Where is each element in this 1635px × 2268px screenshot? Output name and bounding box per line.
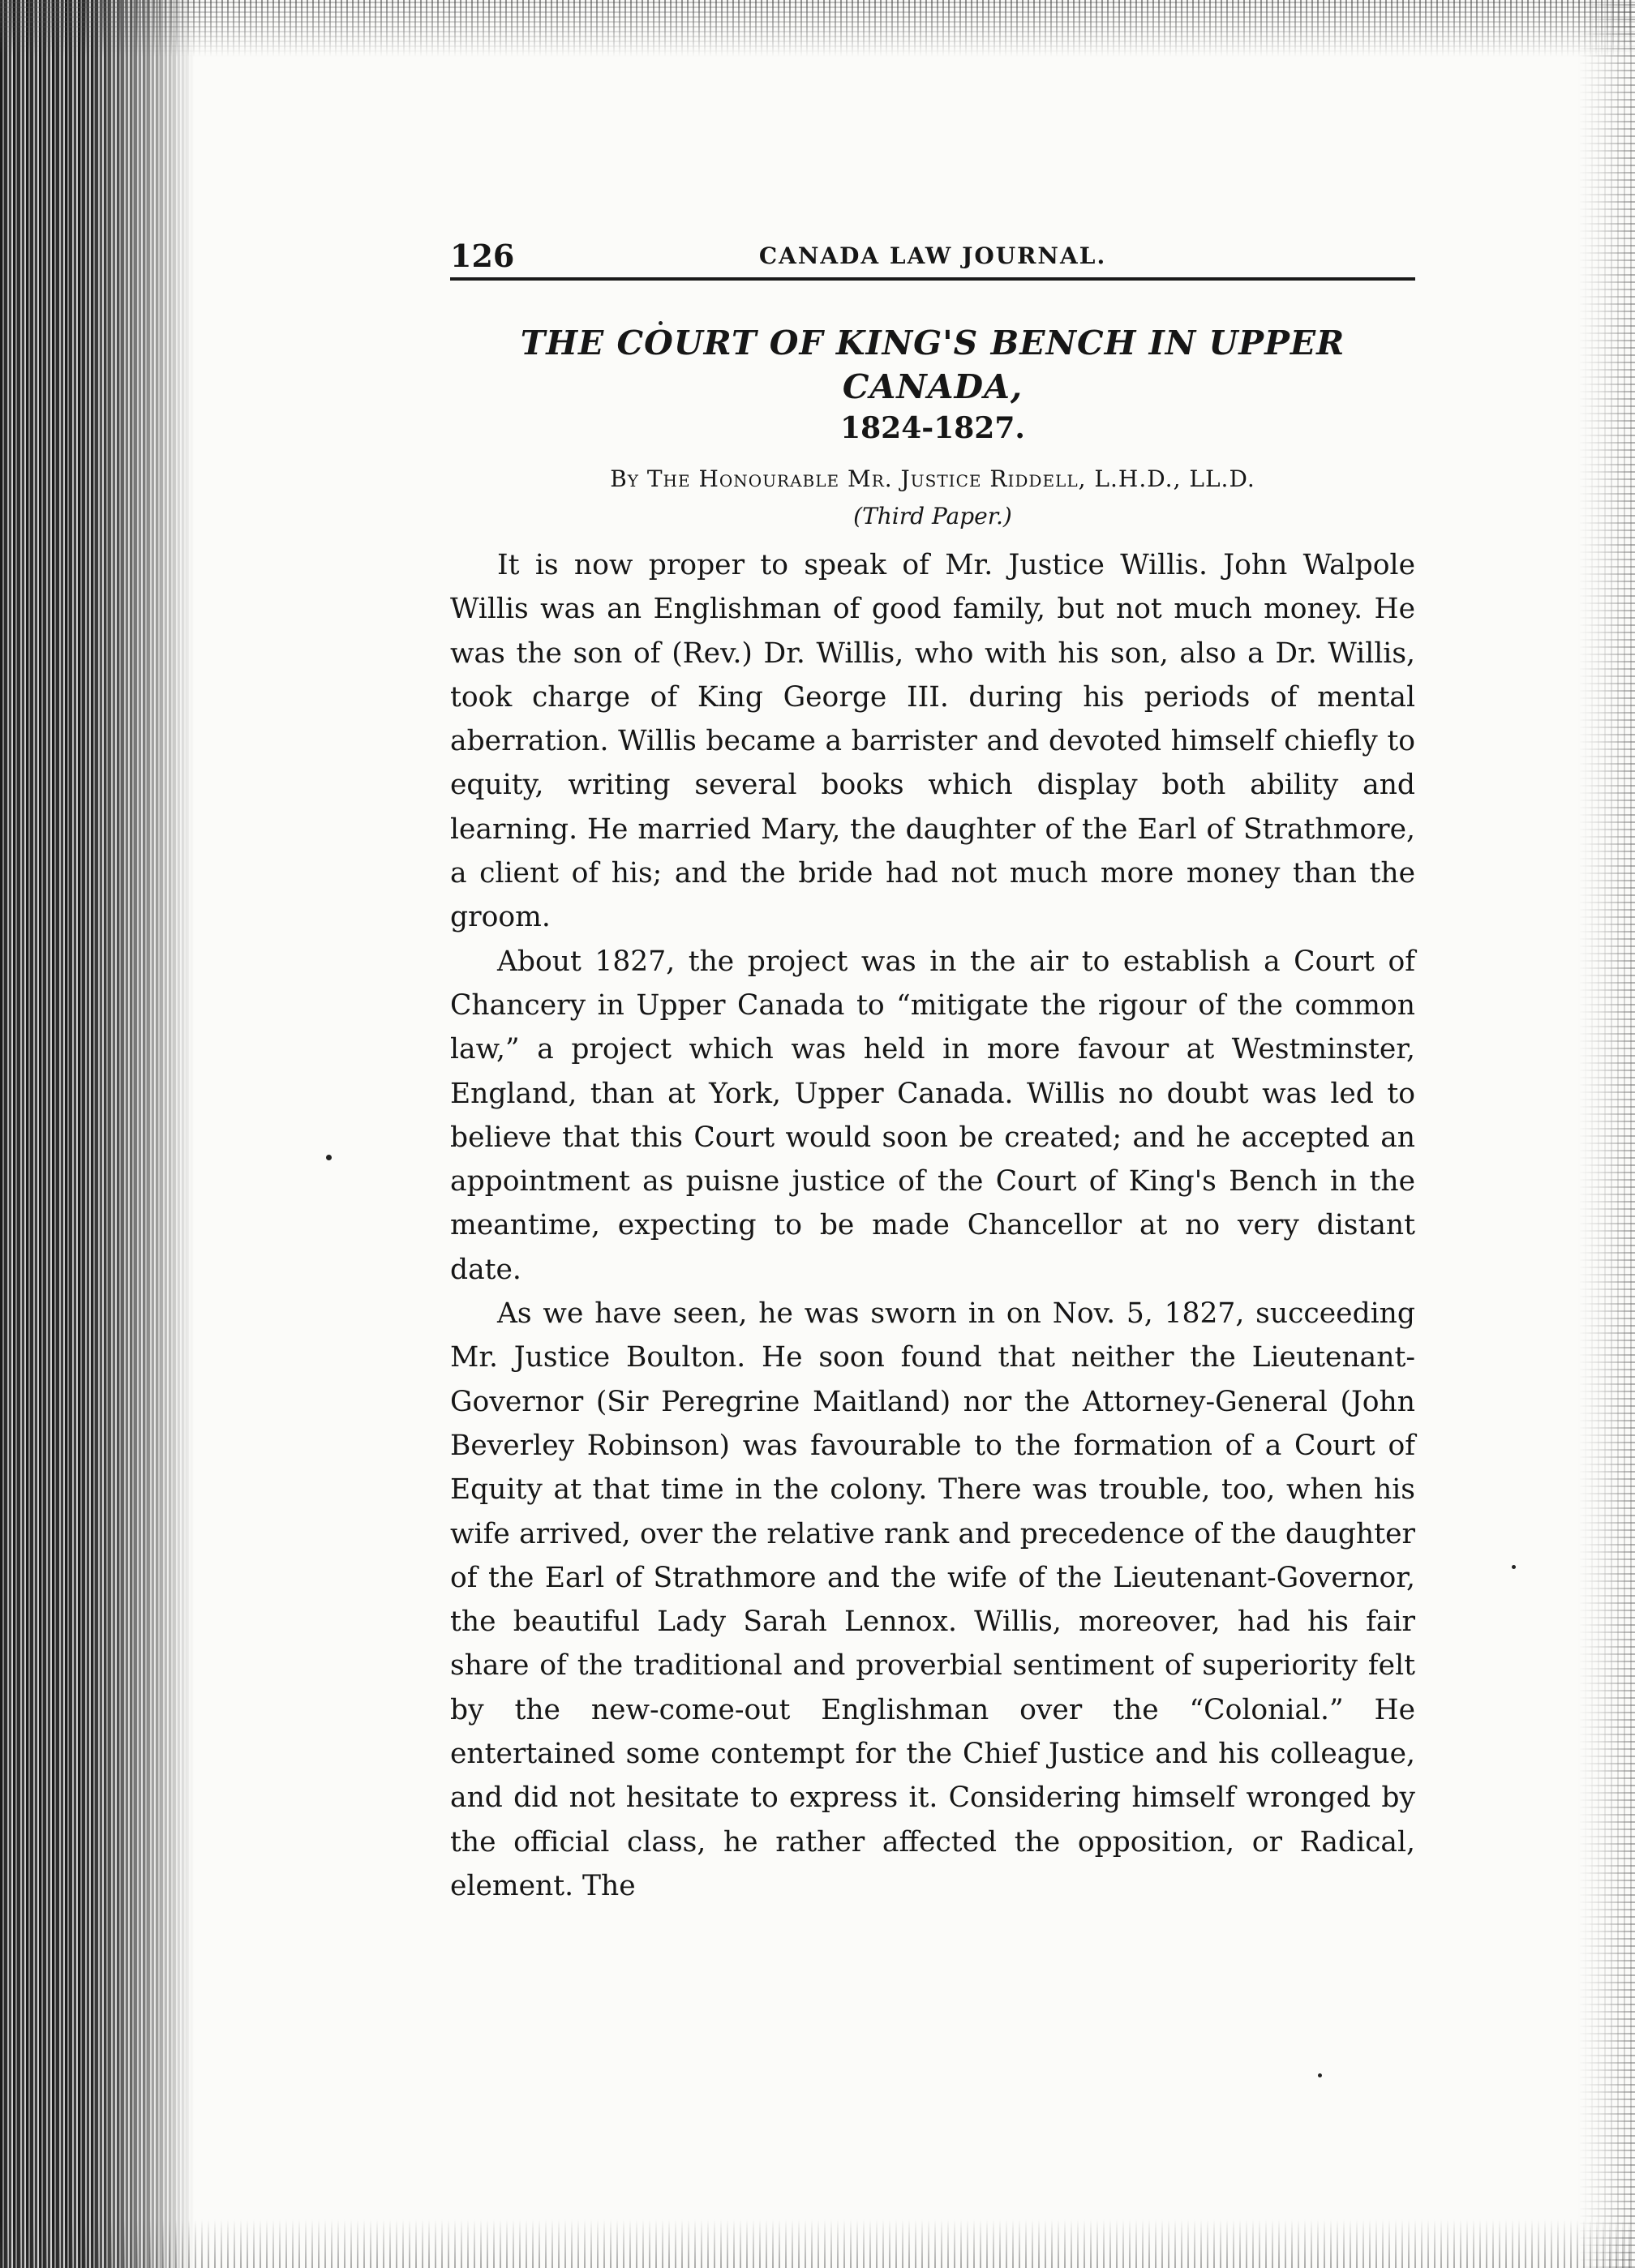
scan-edge-bottom [0,2219,1635,2268]
paper-note: (Third Paper.) [853,503,1012,529]
body-paragraph: About 1827, the project was in the air to establish a Court of Chancery in Upper Canada to “mitigate the rigour of the common law,” a project which was held in more favour at Westminster, England, than at York, Upper Canada. Willis no doubt was led to believe that this Court would soon be created; and he accepted an appointment as puisne justice of the Court of King's Bench in the meantime, expecting to be made Chancellor at no very distant date. [450,945,1415,1286]
scan-speck [326,1155,332,1160]
article-byline: By The Honourable Mr. Justice Riddell, L.H.D., LL.D. [610,465,1255,492]
article-title: THE COURT OF KING'S BENCH IN UPPER CANADA, [520,324,1345,406]
page-content [450,235,1415,1908]
scan-speck [1318,2073,1322,2077]
article-years: 1824-1827. [840,411,1025,445]
body-paragraph: As we have seen, he was sworn in on Nov. 5, 1827, succeeding Mr. Justice Boulton. He soon found that neither the Lieutenant-Governor (Sir Peregrine Maitland) nor the Attorney-General (John Beverley Robinson) was favourable to the formation of a Court of Equity at that time in the colony. There was trouble, too, when his wife arrived, over the relative rank and precedence of the daughter of the Earl of Strathmore and the wife of the Lieutenant-Governor, the beautiful Lady Sarah Lennox. Willis, moreover, had his fair share of the traditional and proverbial sentiment of superiority felt by the new-come-out Englishman over the “Colonial.” He entertained some contempt for the Chief Justice and his colleague, and did not hesitate to express it. Considering himself wronged by the official class, he rather affected the opposition, or Radical, element. The [450,1297,1415,1902]
journal-name: CANADA LAW JOURNAL. [758,242,1107,269]
body-paragraph: It is now proper to speak of Mr. Justice Willis. John Walpole Willis was an Englishman of good family, but not much money. He was the son of (Rev.) Dr. Willis, who with his son, also a Dr. Willis, took charge of King George III. during his periods of mental aberration. Willis became a barrister and devoted himself chiefly to equity, writing several books which display both ability and learning. He married Mary, the daughter of the Earl of Strathmore, a client of his; and the bride had not much more money than the groom. [450,549,1415,934]
scan-edge-right [1578,0,1635,2268]
article-body [450,543,1415,1908]
page-number: 126 [450,238,515,274]
running-head [450,235,1415,281]
scan-speck [1512,1565,1516,1569]
book-binding-shadow [0,0,195,2268]
scan-edge-top [0,0,1635,57]
